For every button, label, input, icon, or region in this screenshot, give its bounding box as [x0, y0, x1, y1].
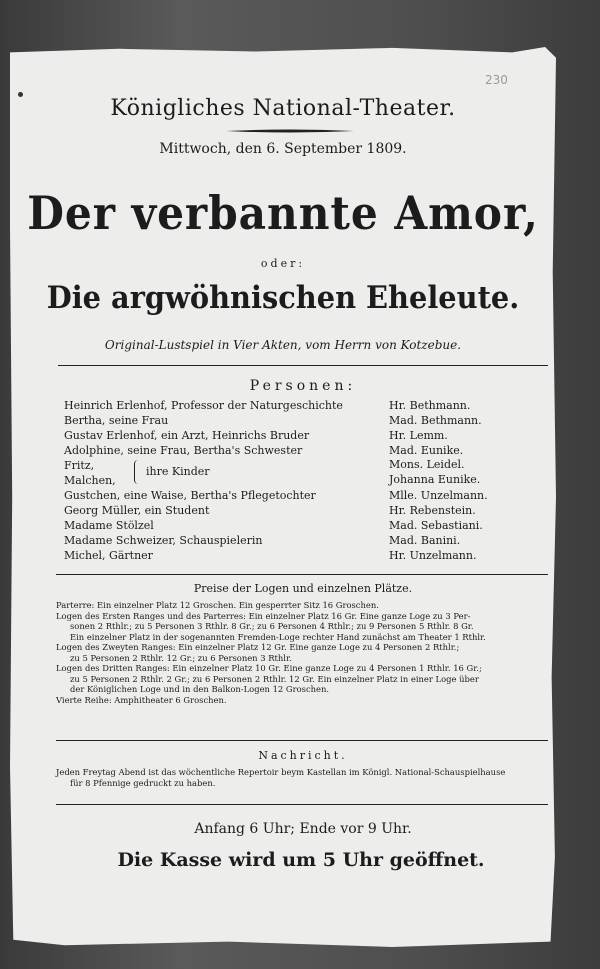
- cast-actor: Mlle. Unzelmann.: [389, 489, 488, 502]
- price-line: der Königlichen Loge und in den Balkon-Logen 12 Groschen.: [70, 684, 330, 694]
- cast-role: Georg Müller, ein Student: [64, 504, 210, 517]
- divider: [56, 740, 548, 741]
- cast-row: [64, 488, 534, 503]
- cast-role: Madame Stölzel: [64, 519, 154, 532]
- cast-row: [64, 548, 534, 563]
- cast-role: Gustchen, eine Waise, Bertha's Pflegetochter: [64, 489, 316, 502]
- cast-row: [64, 428, 534, 443]
- price-line: zu 5 Personen 2 Rthlr. 2 Gr.; zu 6 Personen 2 Rthlr. 12 Gr. Ein einzelner Platz in einer Loge über: [70, 673, 479, 684]
- cast-row: [64, 503, 534, 518]
- cast-role: Madame Schweizer, Schauspielerin: [64, 534, 263, 547]
- notice-line: für 8 Pfennige gedruckt zu haben.: [70, 778, 216, 788]
- children-note: ihre Kinder: [146, 465, 210, 478]
- divider: [58, 365, 548, 366]
- price-line: zu 5 Personen 2 Rthlr. 12 Gr.; zu 6 Personen 3 Rthlr.: [70, 652, 292, 663]
- price-line: Ein einzelner Platz in der sogenannten Fremden-Loge rechter Hand zunächst am Theater 1 Rthlr.: [70, 631, 486, 642]
- cast-actor: Hr. Rebenstein.: [389, 504, 476, 517]
- performance-time: Anfang 6 Uhr; Ende vor 9 Uhr.: [194, 821, 412, 837]
- price-line: Logen des Zweyten Ranges: Ein einzelner Platz 12 Gr. Eine ganze Loge zu 4 Personen 2 Rthlr.;: [56, 642, 460, 652]
- price-line: Parterre: Ein einzelner Platz 12 Groschen. Ein gesperrter Sitz 16 Groschen.: [56, 600, 379, 610]
- box-office-notice: Die Kasse wird um 5 Uhr geöffnet.: [117, 849, 485, 871]
- cast-actor: Mad. Banini.: [389, 534, 461, 547]
- play-genre: Original-Lustspiel in Vier Akten, vom Herrn von Kotzebue.: [104, 338, 462, 352]
- cast-role: Heinrich Erlenhof, Professor der Naturgeschichte: [64, 399, 343, 412]
- cast-list: [64, 398, 534, 563]
- cast-children-group: [64, 458, 534, 488]
- play-title: Der verbannte Amor,: [27, 186, 539, 240]
- prices-list: [56, 600, 550, 705]
- cast-actor: Johanna Eunike.: [389, 473, 481, 486]
- cast-actor: Hr. Bethmann.: [389, 399, 471, 412]
- performance-date: Mittwoch, den 6. September 1809.: [159, 141, 407, 157]
- price-line: sonen 2 Rthlr.; zu 5 Personen 3 Rthlr. 8 Gr.; zu 6 Personen 4 Rthlr.; zu 9 Personen 5 Rthlr. 8 Gr.: [70, 621, 474, 631]
- play-subtitle: Die argwöhnischen Eheleute.: [46, 280, 520, 316]
- cast-row: [64, 443, 534, 458]
- price-line: Vierte Reihe: Amphitheater 6 Groschen.: [56, 694, 227, 705]
- prices-heading: Preise der Logen und einzelnen Plätze.: [193, 582, 413, 595]
- price-line: Logen des Ersten Ranges und des Parterres: Ein einzelner Platz 16 Gr. Eine ganze Loge zu 3 Per-: [56, 610, 471, 621]
- cast-actor: Mons. Leidel.: [389, 458, 465, 471]
- cast-role: Bertha, seine Frau: [64, 414, 169, 427]
- cast-row: [64, 518, 534, 533]
- divider: [56, 804, 548, 805]
- cast-actor: Hr. Unzelmann.: [389, 549, 477, 562]
- price-line: Logen des Dritten Ranges: Ein einzelner Platz 10 Gr. Eine ganze Loge zu 4 Personen 1 Rthlr. 16 Gr.;: [56, 663, 482, 673]
- notice-heading: Nachricht.: [258, 749, 348, 762]
- cast-role: Fritz,: [64, 459, 95, 472]
- ornament-rule: [226, 129, 354, 133]
- cast-actor: Hr. Lemm.: [389, 429, 448, 442]
- title-conjunction: oder:: [260, 257, 306, 270]
- theater-title: Königliches National-Theater.: [110, 96, 456, 121]
- notice-text: [56, 767, 550, 789]
- cast-role: Michel, Gärtner: [64, 549, 153, 562]
- cast-row: [64, 398, 534, 413]
- cast-row: [64, 413, 534, 428]
- cast-row: [64, 533, 534, 548]
- cast-role: Gustav Erlenhof, ein Arzt, Heinrichs Bruder: [64, 429, 310, 442]
- cast-actor: Mad. Sebastiani.: [389, 519, 483, 532]
- cast-actor: Mad. Bethmann.: [389, 414, 482, 427]
- cast-role: Malchen,: [64, 474, 116, 487]
- cast-role: Adolphine, seine Frau, Bertha's Schwester: [64, 444, 303, 457]
- brace-mark: [134, 460, 141, 484]
- divider: [56, 574, 548, 575]
- notice-line: Jeden Freytag Abend ist das wöchentliche Repertoir beym Kastellan im Königl. National-Schauspielhause: [56, 767, 506, 777]
- page-number: 230: [485, 73, 508, 87]
- cast-heading: Personen:: [249, 378, 357, 394]
- cast-actor: Mad. Eunike.: [389, 444, 464, 457]
